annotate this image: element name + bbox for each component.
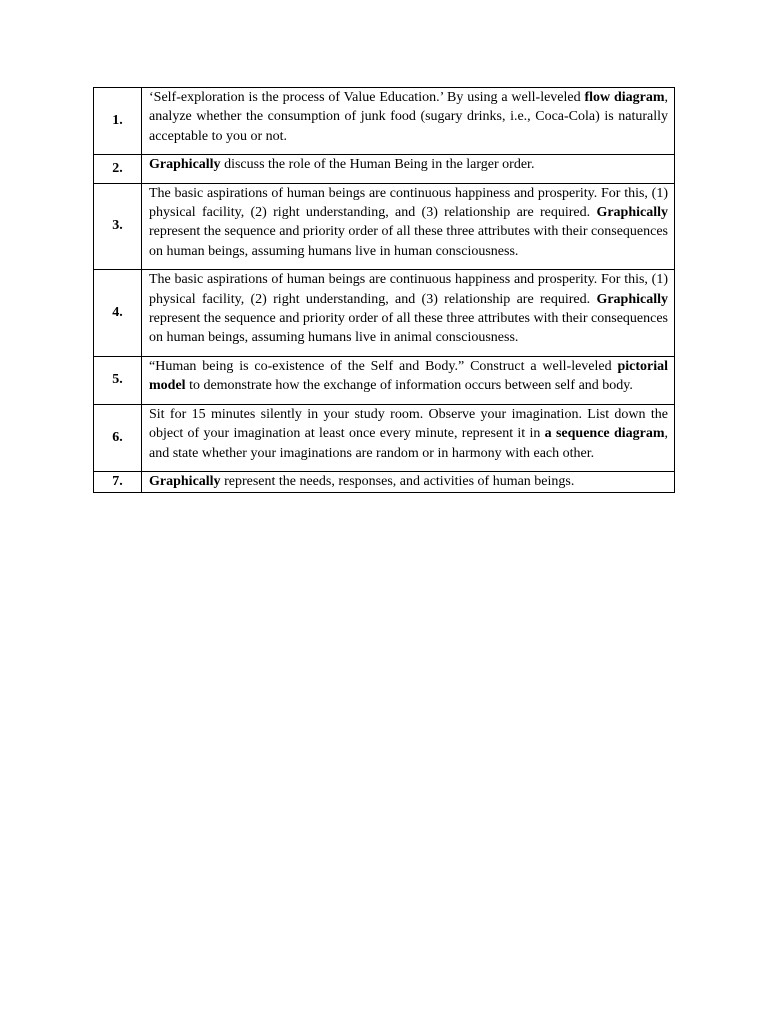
question-emphasis: Graphically [596, 205, 668, 221]
question-emphasis: pictorial model [149, 358, 668, 394]
question-emphasis: a sequence diagram [544, 426, 665, 442]
question-text-segment: to demonstrate how the exchange of information occurs between self and body. [185, 378, 633, 394]
question-number: 2. [94, 155, 142, 183]
question-text-segment: “Human being is co-existence of the Self and Body.” Construct a well-leveled [149, 358, 618, 374]
question-emphasis: flow diagram [584, 90, 665, 105]
question-text [142, 88, 675, 155]
question-row [94, 88, 675, 155]
question-text-segment: discuss the role of the Human Being in the larger order. [220, 157, 535, 173]
question-row [94, 155, 675, 183]
question-text-segment: represent the needs, responses, and activities of human beings. [220, 473, 575, 489]
question-text-segment: Sit for 15 minutes silently in your study room. Observe your imagination. List down the object of your imagination at least once every minute, represent it in [149, 406, 668, 442]
question-text-segment: ‘Self-exploration is the process of Value Education.’ By using a well-leveled [149, 90, 585, 105]
question-text-segment: The basic aspirations of human beings are continuous happiness and prosperity. For this, (1) physical facility, (2) right understanding, and (3) relationship are required. [149, 272, 668, 307]
questions-table-body [94, 88, 675, 493]
question-number: 1. [94, 88, 142, 155]
question-text [142, 404, 675, 471]
question-row [94, 404, 675, 471]
question-text-segment: The basic aspirations of human beings are continuous happiness and prosperity. For this, (1) physical facility, (2) right understanding, and (3) relationship are required. [149, 185, 668, 221]
question-row [94, 356, 675, 404]
question-row [94, 183, 675, 270]
question-row [94, 270, 675, 357]
question-text [142, 183, 675, 270]
question-text-segment: , analyze whether the consumption of junk food (sugary drinks, i.e., Coca-Cola) is naturally acceptable to you or not. [149, 90, 668, 144]
question-emphasis: Graphically [149, 157, 221, 173]
question-text [142, 471, 675, 492]
question-text [142, 270, 675, 357]
question-emphasis: Graphically [149, 473, 221, 489]
question-text [142, 155, 675, 183]
question-text-segment: represent the sequence and priority order of all these three attributes with their consequences on human beings, assuming humans live in animal consciousness. [149, 311, 668, 346]
question-number: 6. [94, 404, 142, 471]
question-text [142, 356, 675, 404]
question-number: 7. [94, 471, 142, 492]
question-number: 4. [94, 270, 142, 357]
question-text-segment: , and state whether your imaginations are random or in harmony with each other. [149, 426, 668, 461]
questions-table [93, 87, 675, 493]
question-text-segment: represent the sequence and priority order of all these three attributes with their consequences on human beings, assuming humans live in human consciousness. [149, 224, 668, 259]
question-row [94, 471, 675, 492]
question-number: 3. [94, 183, 142, 270]
question-number: 5. [94, 356, 142, 404]
question-emphasis: Graphically [596, 291, 668, 307]
